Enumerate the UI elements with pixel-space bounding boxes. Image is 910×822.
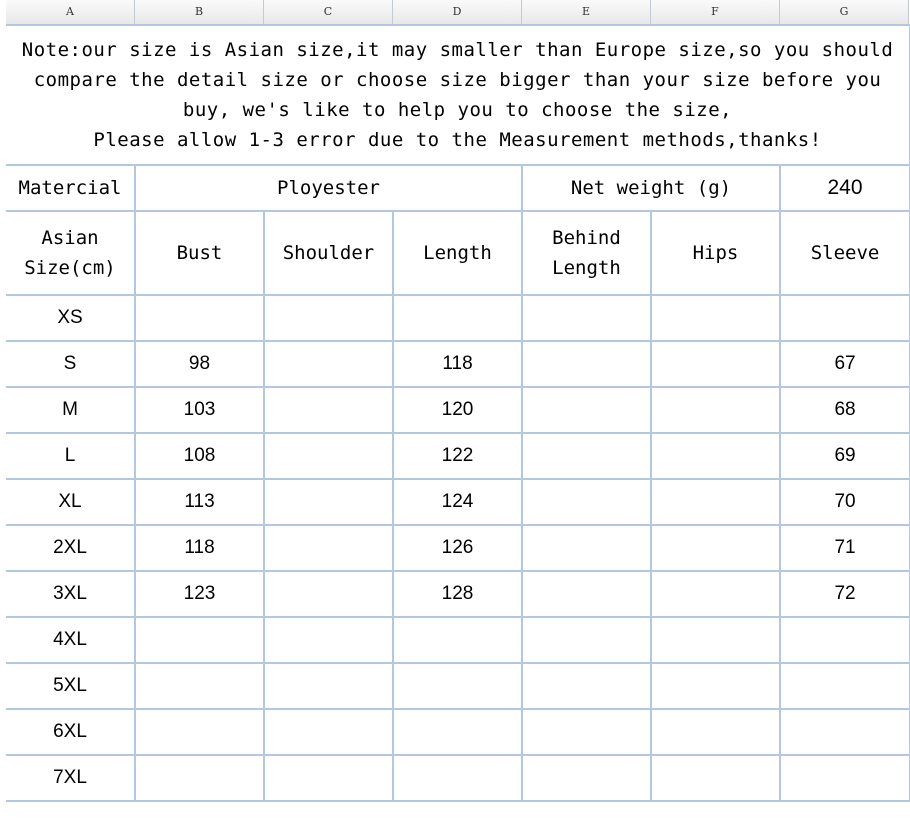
length-cell[interactable] <box>393 295 522 341</box>
bust-cell[interactable]: 103 <box>135 387 264 433</box>
net-weight-value-cell[interactable]: 240 <box>780 165 910 211</box>
shoulder-cell[interactable] <box>264 755 393 801</box>
header-behind-length-line1: Behind <box>552 227 621 249</box>
behind-length-cell[interactable] <box>522 295 651 341</box>
note-line-2: compare the detail size or choose size bigger than your size before you <box>33 69 882 91</box>
column-header-bar <box>6 0 909 25</box>
hips-cell[interactable] <box>651 433 780 479</box>
size-cell[interactable]: 3XL <box>6 571 135 617</box>
bust-cell[interactable]: 123 <box>135 571 264 617</box>
sleeve-cell[interactable] <box>780 617 910 663</box>
size-cell[interactable]: 4XL <box>6 617 135 663</box>
behind-length-cell[interactable] <box>522 479 651 525</box>
shoulder-cell[interactable] <box>264 387 393 433</box>
note-line-1: Note:our size is Asian size,it may smaller than Europe size,so you should <box>21 39 894 61</box>
shoulder-cell[interactable] <box>264 295 393 341</box>
hips-cell[interactable] <box>651 479 780 525</box>
header-hips[interactable]: Hips <box>651 211 780 295</box>
sleeve-cell[interactable] <box>780 663 910 709</box>
sleeve-cell[interactable]: 68 <box>780 387 910 433</box>
length-cell[interactable]: 120 <box>393 387 522 433</box>
header-asian-size-line1: Asian <box>41 227 99 249</box>
length-cell[interactable] <box>393 617 522 663</box>
behind-length-cell[interactable] <box>522 755 651 801</box>
net-weight-label-cell[interactable]: Net weight (g) <box>522 165 780 211</box>
table-row <box>6 387 910 433</box>
sleeve-cell[interactable]: 69 <box>780 433 910 479</box>
behind-length-cell[interactable] <box>522 387 651 433</box>
behind-length-cell[interactable] <box>522 571 651 617</box>
hips-cell[interactable] <box>651 663 780 709</box>
size-cell[interactable]: 7XL <box>6 755 135 801</box>
size-cell[interactable]: 5XL <box>6 663 135 709</box>
size-cell[interactable]: M <box>6 387 135 433</box>
bust-cell[interactable] <box>135 755 264 801</box>
behind-length-cell[interactable] <box>522 617 651 663</box>
size-note-cell[interactable] <box>6 25 910 165</box>
column-header-a[interactable]: A <box>6 0 135 24</box>
sleeve-cell[interactable]: 71 <box>780 525 910 571</box>
table-row <box>6 341 910 387</box>
hips-cell[interactable] <box>651 525 780 571</box>
bust-cell[interactable] <box>135 617 264 663</box>
header-asian-size[interactable] <box>6 211 135 295</box>
length-cell[interactable]: 124 <box>393 479 522 525</box>
column-header-d[interactable]: D <box>393 0 522 24</box>
hips-cell[interactable] <box>651 709 780 755</box>
behind-length-cell[interactable] <box>522 341 651 387</box>
shoulder-cell[interactable] <box>264 341 393 387</box>
behind-length-cell[interactable] <box>522 663 651 709</box>
hips-cell[interactable] <box>651 341 780 387</box>
shoulder-cell[interactable] <box>264 709 393 755</box>
header-asian-size-line2: Size(cm) <box>24 257 116 279</box>
material-value-cell[interactable]: Ployester <box>135 165 522 211</box>
bust-cell[interactable]: 118 <box>135 525 264 571</box>
shoulder-cell[interactable] <box>264 663 393 709</box>
sleeve-cell[interactable] <box>780 295 910 341</box>
header-shoulder[interactable]: Shoulder <box>264 211 393 295</box>
bust-cell[interactable]: 113 <box>135 479 264 525</box>
shoulder-cell[interactable] <box>264 617 393 663</box>
header-bust[interactable]: Bust <box>135 211 264 295</box>
column-header-f[interactable]: F <box>651 0 780 24</box>
length-cell[interactable]: 126 <box>393 525 522 571</box>
column-header-b[interactable]: B <box>135 0 264 24</box>
length-cell[interactable] <box>393 755 522 801</box>
column-header-c[interactable]: C <box>264 0 393 24</box>
bust-cell[interactable] <box>135 295 264 341</box>
table-row <box>6 755 910 801</box>
length-cell[interactable] <box>393 709 522 755</box>
table-row <box>6 709 910 755</box>
material-label-cell[interactable]: Matercial <box>6 165 135 211</box>
bust-cell[interactable]: 98 <box>135 341 264 387</box>
hips-cell[interactable] <box>651 617 780 663</box>
behind-length-cell[interactable] <box>522 709 651 755</box>
length-cell[interactable]: 128 <box>393 571 522 617</box>
hips-cell[interactable] <box>651 295 780 341</box>
behind-length-cell[interactable] <box>522 433 651 479</box>
table-row <box>6 525 910 571</box>
table-row <box>6 617 910 663</box>
sleeve-cell[interactable] <box>780 709 910 755</box>
note-line-4: Please allow 1-3 error due to the Measurement methods,thanks! <box>93 129 822 151</box>
bust-cell[interactable] <box>135 663 264 709</box>
sleeve-cell[interactable]: 67 <box>780 341 910 387</box>
size-chart-table <box>6 24 910 802</box>
table-row <box>6 433 910 479</box>
size-cell[interactable]: 6XL <box>6 709 135 755</box>
header-sleeve[interactable]: Sleeve <box>780 211 910 295</box>
table-row <box>6 571 910 617</box>
column-header-e[interactable]: E <box>522 0 651 24</box>
shoulder-cell[interactable] <box>264 433 393 479</box>
hips-cell[interactable] <box>651 755 780 801</box>
size-cell[interactable]: S <box>6 341 135 387</box>
shoulder-cell[interactable] <box>264 525 393 571</box>
sleeve-cell[interactable]: 72 <box>780 571 910 617</box>
header-behind-length-line2: Length <box>552 257 621 279</box>
table-row <box>6 663 910 709</box>
length-cell[interactable]: 118 <box>393 341 522 387</box>
size-cell[interactable]: L <box>6 433 135 479</box>
column-header-g[interactable]: G <box>780 0 909 24</box>
shoulder-cell[interactable] <box>264 571 393 617</box>
spreadsheet <box>6 0 910 822</box>
sleeve-cell[interactable] <box>780 755 910 801</box>
behind-length-cell[interactable] <box>522 525 651 571</box>
table-row <box>6 479 910 525</box>
shoulder-cell[interactable] <box>264 479 393 525</box>
note-line-3: buy, we's like to help you to choose the size, <box>182 99 733 121</box>
length-cell[interactable]: 122 <box>393 433 522 479</box>
hips-cell[interactable] <box>651 571 780 617</box>
table-row <box>6 295 910 341</box>
size-cell[interactable]: XL <box>6 479 135 525</box>
header-behind-length[interactable] <box>522 211 651 295</box>
length-cell[interactable] <box>393 663 522 709</box>
header-length[interactable]: Length <box>393 211 522 295</box>
size-cell[interactable]: XS <box>6 295 135 341</box>
bust-cell[interactable]: 108 <box>135 433 264 479</box>
bust-cell[interactable] <box>135 709 264 755</box>
size-cell[interactable]: 2XL <box>6 525 135 571</box>
hips-cell[interactable] <box>651 387 780 433</box>
sleeve-cell[interactable]: 70 <box>780 479 910 525</box>
